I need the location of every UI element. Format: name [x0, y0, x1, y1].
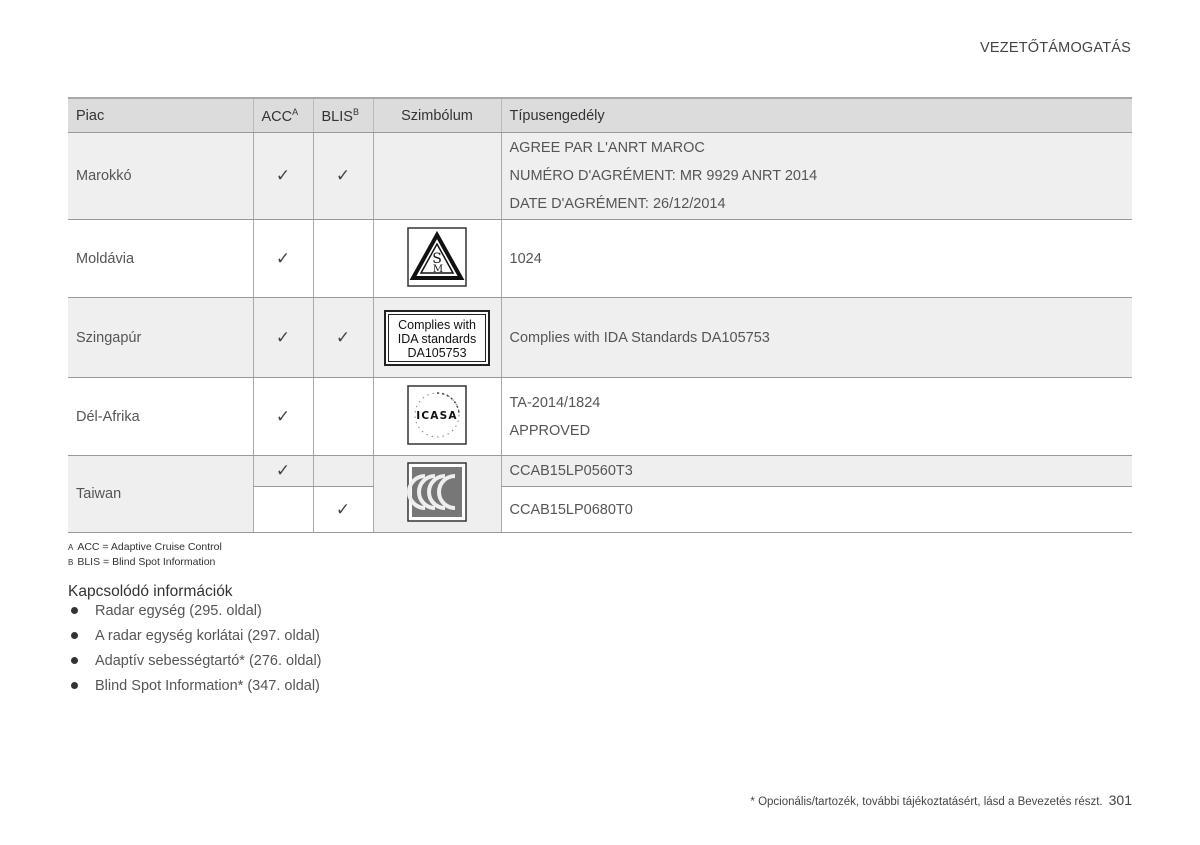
market-cell: Moldávia [68, 220, 253, 298]
blis-check-empty [313, 378, 373, 456]
blis-check: ✓ [313, 487, 373, 533]
header-acc: $ACC^A$ [253, 98, 313, 133]
bullet-icon [71, 607, 78, 614]
related-link[interactable]: Blind Spot Information* (347. oldal) [95, 678, 320, 694]
related-link[interactable]: Radar egység (295. oldal) [95, 603, 262, 619]
market-cell: Szingapúr [68, 298, 253, 378]
approval-line: NUMÉRO D'AGRÉMENT: MR 9929 ANRT 2014 [509, 168, 818, 184]
footnote [68, 555, 222, 570]
header-approval: Típusengedély [501, 98, 1132, 133]
symbol-cell-empty [373, 133, 501, 220]
sm-certification-mark-icon [407, 227, 467, 291]
footnote-text: ACC = Adaptive Cruise Control [77, 541, 222, 553]
approval-line: CCAB15LP0560T3 [509, 463, 633, 479]
ida-standards-label [384, 310, 490, 366]
list-item[interactable] [68, 626, 322, 651]
symbol-cell [373, 298, 501, 378]
list-item[interactable] [68, 676, 322, 701]
table-row [68, 378, 1132, 456]
market-cell: Marokkó [68, 133, 253, 220]
approval-cell [501, 487, 1132, 533]
acc-check-empty [253, 487, 313, 533]
approval-cell [501, 133, 1132, 220]
market-cell: Dél-Afrika [68, 378, 253, 456]
acc-check: ✓ [253, 456, 313, 487]
approval-line: AGREE PAR L'ANRT MAROC [509, 140, 705, 156]
related-link[interactable]: Adaptív sebességtartó* (276. oldal) [95, 653, 322, 669]
symbol-cell [373, 378, 501, 456]
acc-check: ✓ [253, 378, 313, 456]
related-info-list [68, 601, 322, 701]
blis-check-empty [313, 220, 373, 298]
table-row [68, 220, 1132, 298]
blis-check-empty [313, 456, 373, 487]
table-row [68, 456, 1132, 487]
related-info-title: Kapcsolódó információk [68, 583, 233, 600]
header-blis: $BLIS^B$ [313, 98, 373, 133]
footnote-marker: A [68, 543, 74, 552]
symbol-cell [373, 220, 501, 298]
approval-cell [501, 220, 1132, 298]
ida-label-line: IDA standards [397, 331, 477, 346]
icasa-logo-icon [407, 385, 467, 449]
approval-line: APPROVED [509, 422, 591, 439]
market-cell: Taiwan [68, 456, 253, 533]
ida-label-line: Complies with [398, 317, 476, 332]
svg-text:M: M [432, 263, 444, 275]
bullet-icon [71, 632, 78, 639]
bullet-icon [71, 657, 78, 664]
approval-line: CCAB15LP0680T0 [509, 501, 633, 518]
footnote-marker: B [68, 558, 74, 567]
table-header-row [68, 98, 1132, 133]
svg-text:S: S [432, 250, 442, 267]
acc-check: ✓ [253, 133, 313, 220]
approval-table [68, 97, 1132, 533]
approval-line: DATE D'AGRÉMENT: 26/12/2014 [509, 196, 726, 212]
footnotes [68, 540, 222, 570]
table-row [68, 298, 1132, 378]
ncc-certification-mark-icon [407, 462, 467, 526]
approval-cell [501, 378, 1132, 456]
acc-check: ✓ [253, 298, 313, 378]
footnote [68, 540, 222, 555]
acc-check: ✓ [253, 220, 313, 298]
section-title: VEZETŐTÁMOGATÁS [980, 40, 1131, 56]
approval-cell [501, 298, 1132, 378]
bullet-icon [71, 682, 78, 689]
list-item[interactable] [68, 601, 322, 626]
blis-check: ✓ [313, 298, 373, 378]
header-symbol: Szimbólum [373, 98, 501, 133]
symbol-cell [373, 456, 501, 533]
approval-line: 1024 [509, 250, 542, 267]
list-item[interactable] [68, 651, 322, 676]
footnote-text: BLIS = Blind Spot Information [77, 556, 216, 568]
approval-cell [501, 456, 1132, 487]
ida-label-line: DA105753 [407, 345, 467, 360]
header-market: Piac [68, 98, 253, 133]
approval-line: Complies with IDA Standards DA105753 [509, 329, 770, 346]
approval-line: TA-2014/1824 [509, 394, 601, 411]
page-footer [750, 792, 1132, 808]
optional-accessory-note: * Opcionális/tartozék, további tájékoztatásért, lásd a Bevezetés részt. [750, 796, 1103, 808]
icasa-logo-text: ICASA [416, 409, 458, 422]
table-row [68, 133, 1132, 220]
page-number: 301 [1108, 792, 1132, 808]
blis-check: ✓ [313, 133, 373, 220]
related-link[interactable]: A radar egység korlátai (297. oldal) [95, 628, 320, 644]
